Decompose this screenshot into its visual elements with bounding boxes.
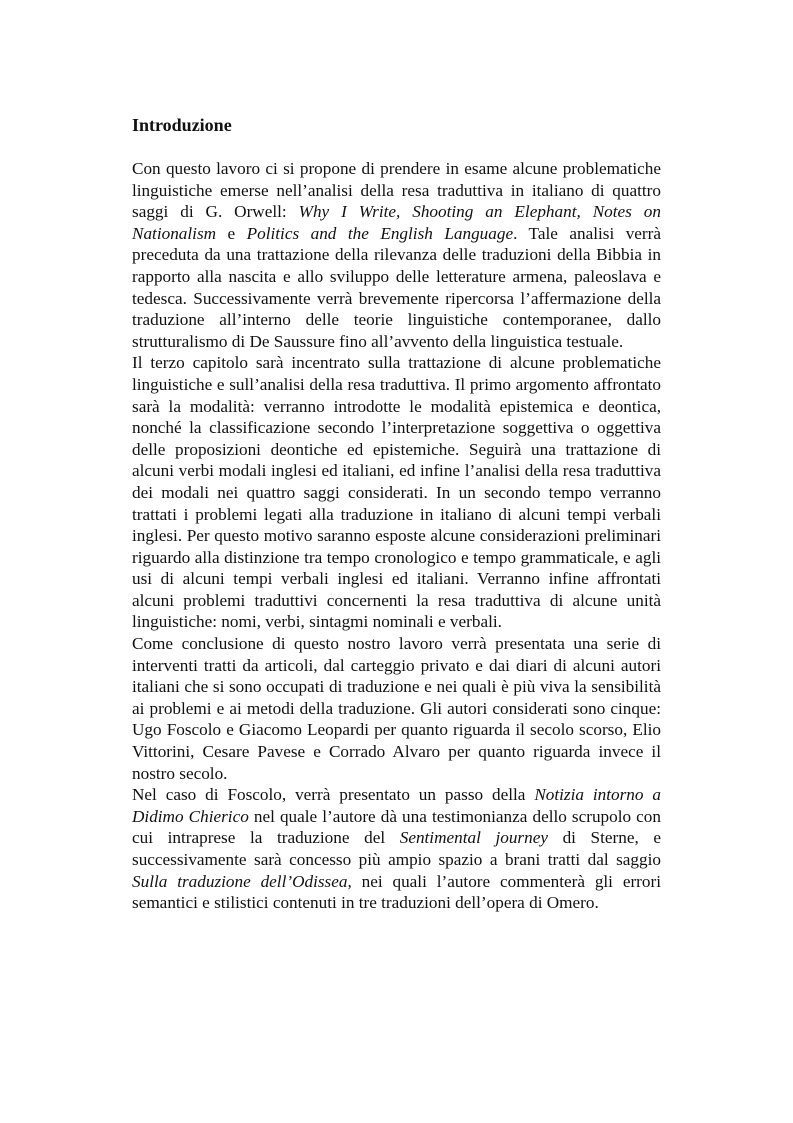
paragraph-third-chapter	[132, 352, 661, 633]
text-run: , nei quali l’autore commenterà gli errori semantici e stilistici contenuti in tre traduzioni dell’opera di Omero.	[132, 871, 661, 913]
text-run: Il terzo capitolo sarà incentrato sulla trattazione di alcune problematiche linguistiche e sull’analisi della resa traduttiva. Il primo argomento affrontato sarà la modalità: verranno introdotte le modalità epistemica e deontica, nonché la classificazione secondo l’interpretazione soggettiva o oggettiva delle proposizioni deontiche ed epistemiche. Seguirà una trattazione di alcuni verbi modali inglesi ed italiani, ed infine l’analisi della resa traduttiva dei modali nei quattro saggi considerati. In un secondo tempo verranno trattati i problemi legati alla traduzione in italiano di alcuni tempi verbali inglesi. Per questo motivo saranno esposte alcune considerazioni preliminari riguardo alla distinzione tra tempo cronologico e tempo grammaticale, e agli usi di alcuni tempi verbali inglesi ed italiani. Verranno infine affrontati alcuni problemi traduttivi concernenti la resa traduttiva di alcune unità linguistiche: nomi, verbi, sintagmi nominali e verbali.	[132, 353, 661, 632]
paragraph-intro	[132, 158, 661, 352]
italic-titles-run: Why I Write, Shooting an Elephant, Notes on Nationalism	[132, 202, 661, 243]
text-run: . Tale analisi verrà preceduta da una trattazione della rilevanza delle traduzioni della Bibbia in rapporto alla nascita e allo sviluppo delle letterature armena, paleoslava e tedesca. Successivamente verrà brevemente ripercorsa l’affermazione della traduzione all’interno delle teorie linguistiche contemporanee, dallo strutturalismo di De Saussure fino all’avvento della linguistica testuale.	[132, 223, 661, 351]
italic-title-run: Sulla traduzione dell’Odissea	[132, 871, 348, 891]
section-heading: Introduzione	[132, 115, 232, 135]
text-run: Come conclusione di questo nostro lavoro verrà presentata una serie di interventi tratti da articoli, dal carteggio privato e dai diari di alcuni autori italiani che si sono occupati di traduzione e nei quali è più viva la sensibilità ai problemi e ai metodi della traduzione. Gli autori considerati sono cinque: Ugo Foscolo e Giacomo Leopardi per quanto riguarda il secolo scorso, Elio Vittorini, Cesare Pavese e Corrado Alvaro per quanto riguarda invece il nostro secolo.	[132, 634, 661, 783]
italic-title-run: Sentimental journey	[399, 828, 548, 848]
italic-title-run: Notizia intorno a Didimo Chierico	[132, 785, 661, 826]
text-run: di Sterne, e successivamente sarà concesso più ampio spazio a brani tratti dal saggio	[132, 828, 661, 869]
text-run: Con questo lavoro ci si propone di prendere in esame alcune problematiche linguistiche emerse nell’analisi della resa traduttiva in italiano di quattro saggi di G. Orwell:	[132, 159, 661, 222]
document-body	[132, 112, 661, 914]
paragraph-conclusion	[132, 633, 661, 784]
italic-title-run: Politics and the English Language	[246, 223, 514, 243]
text-run: nel quale l’autore dà una testimonianza dello scrupolo con cui intraprese la traduzione del	[132, 806, 661, 848]
paragraph-foscolo	[132, 784, 661, 914]
text-run: Nel caso di Foscolo, verrà presentato un passo della	[132, 785, 535, 805]
text-run: e	[216, 223, 247, 243]
